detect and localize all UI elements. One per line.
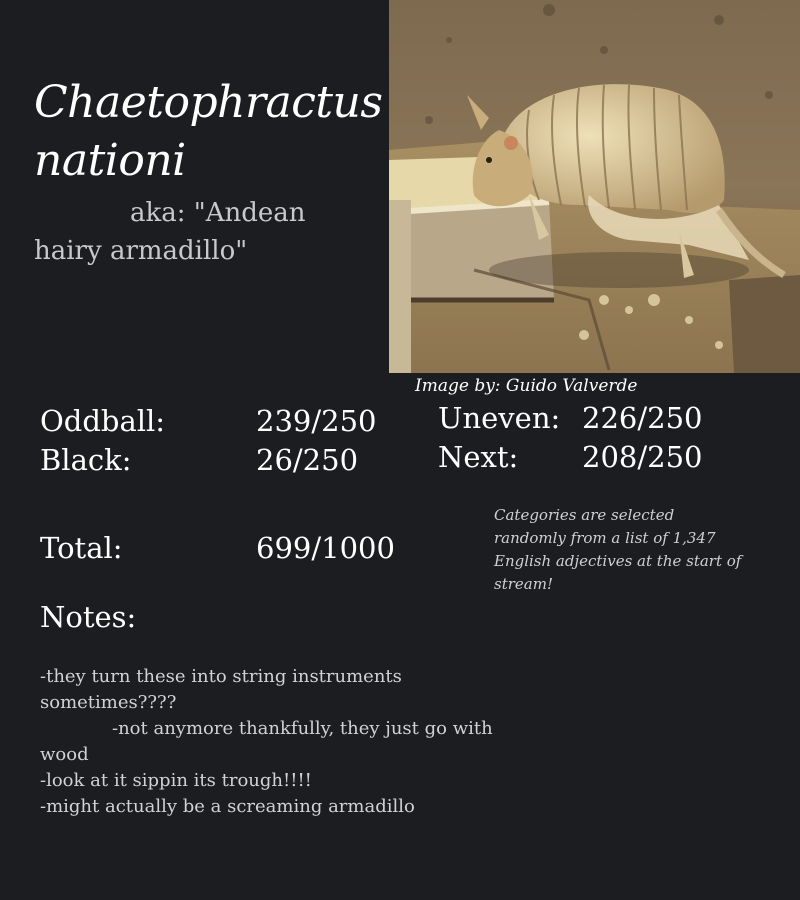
scientific-name-line2: nationi <box>34 135 186 186</box>
score-value-black: 26/250 <box>256 443 359 477</box>
score-value-total: 699/1000 <box>256 531 395 565</box>
scientific-name <box>34 74 383 190</box>
image-credit: Image by: Guido Valverde <box>415 376 638 396</box>
score-value-uneven: 226/250 <box>582 401 703 435</box>
score-value-oddball: 239/250 <box>256 404 377 438</box>
note-line: -they turn these into string instruments sometimes???? <box>40 666 402 713</box>
common-name <box>34 194 364 270</box>
common-name-part1: aka: "Andean <box>130 198 306 228</box>
common-name-part2: hairy armadillo" <box>34 236 248 266</box>
note-line: wood <box>40 744 89 765</box>
score-label-oddball: Oddball: <box>40 404 166 438</box>
score-value-next: 208/250 <box>582 440 703 474</box>
score-label-uneven: Uneven: <box>438 401 561 435</box>
armadillo-photo <box>389 0 800 373</box>
categories-note: Categories are selected randomly from a list of 1,347 English adjectives at the start of stream! <box>494 506 742 593</box>
note-line: -not anymore thankfully, they just go with <box>112 718 493 739</box>
score-label-black: Black: <box>40 443 132 477</box>
notes-heading: Notes: <box>40 600 137 634</box>
score-label-total: Total: <box>40 531 123 565</box>
notes-list <box>40 664 510 820</box>
note-line: -might actually be a screaming armadillo <box>40 796 415 817</box>
scientific-name-line1: Chaetophractus <box>34 77 383 128</box>
score-label-next: Next: <box>438 440 519 474</box>
note-line: -look at it sippin its trough!!!! <box>40 770 312 791</box>
